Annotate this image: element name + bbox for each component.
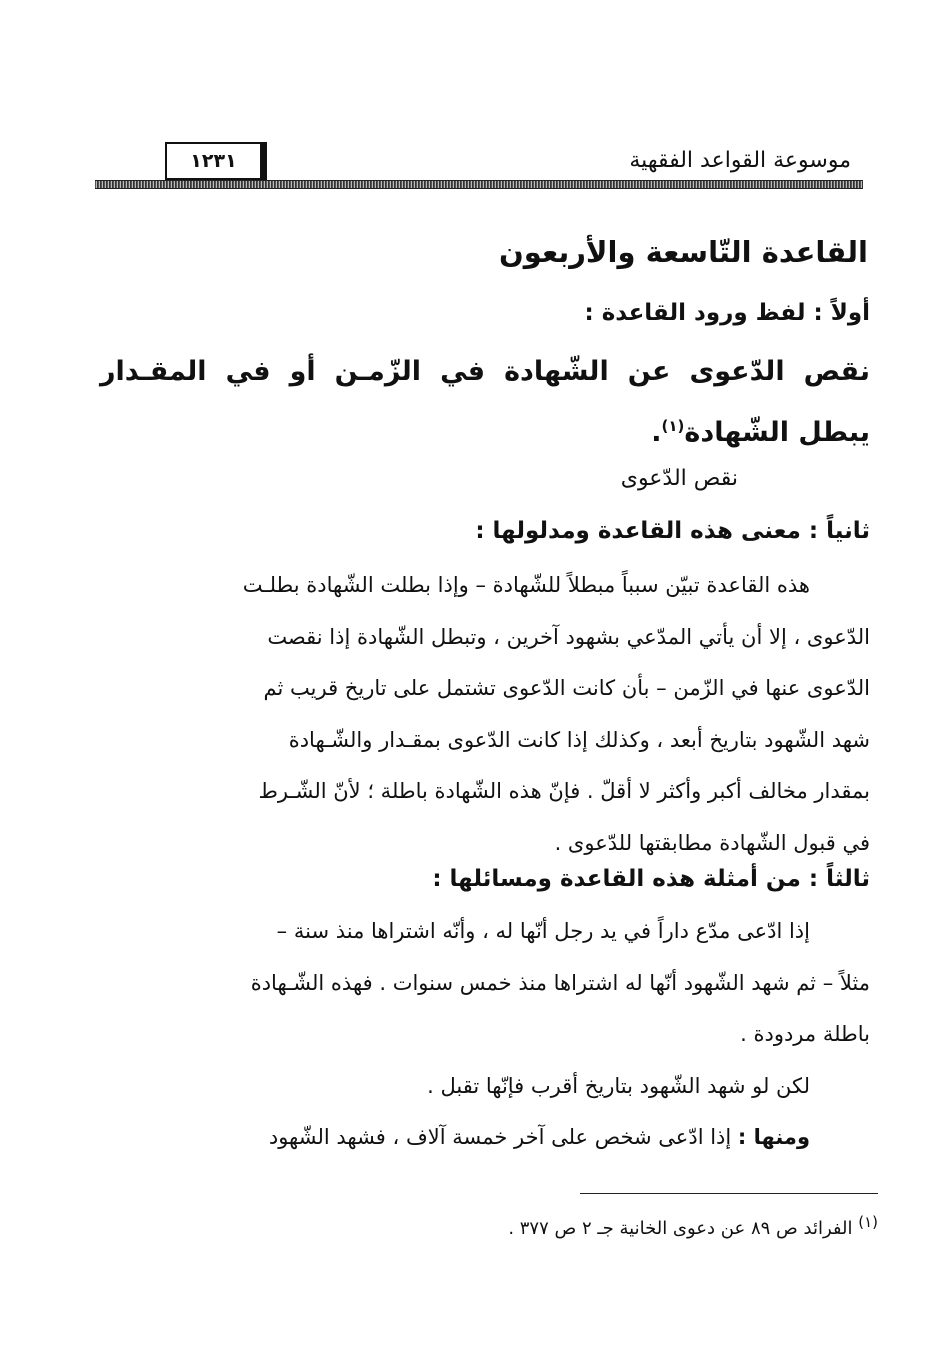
example-lead: ومنها : [737,1125,810,1149]
paragraph-line: بمقدار مخالف أكبر وأكثر لا أقلّ . فإنّ هذه الشّهادة باطلة ؛ لأنّ الشّـرط [258,779,870,803]
footnote-text: الفرائد ص ٨٩ عن دعوى الخانية جـ ٢ ص ٣٧٧ . [508,1218,853,1239]
book-title: موسوعة القواعد الفقهية [629,148,851,173]
paragraph-line: إذا ادّعى مدّع داراً في يد رجل أنّها له ، وأنّه اشتراها منذ سنة – [276,919,810,943]
paragraph-line: باطلة مردودة . [740,1022,870,1046]
section-heading-examples: ثالثاً : من أمثلة هذه القاعدة ومسائلها : [432,866,870,892]
page-number: ١٢٣١ [165,142,267,180]
paragraph-line: في قبول الشّهادة مطابقتها للدّعوى . [554,830,870,855]
rule-statement-end: . [651,417,662,448]
rule-statement-text: نقص الدّعوى عن الشّهادة في الزّمـن أو في المقـدار يبطل الشّهادة [100,356,870,448]
paragraph-line: مثلاً – ثم شهد الشّهود أنّها له اشتراها منذ خمس سنوات . فهذه الشّـهادة [250,970,870,995]
paragraph-line: شهد الشّهود بتاريخ أبعد ، وكذلك إذا كانت الدّعوى بمقـدار والشّـهادة [288,727,870,752]
page-header [95,140,863,190]
paragraph-line: الدّعوى ، إلا أن يأتي المدّعي بشهود آخرين ، وتبطل الشّهادة إذا نقصت [267,624,870,649]
meaning-paragraph [100,560,870,869]
margin-note: نقص الدّعوى [620,466,738,491]
rule-title: القاعدة التّاسعة والأربعون [499,235,868,269]
example-text: إذا ادّعى شخص على آخر خمسة آلاف ، فشهد الشّهود [268,1125,738,1149]
examples-paragraph [100,906,870,1164]
paragraph-line [100,1112,870,1164]
section-heading-wording: أولاً : لفظ ورود القاعدة : [584,300,870,326]
paragraph-line: هذه القاعدة تبيّن سبباً مبطلاً للشّهادة – وإذا بطلت الشّهادة بطلـت [242,573,810,597]
footnote [508,1213,878,1239]
header-rule [95,180,863,189]
footnote-mark: (١) [858,1213,878,1231]
footnote-reference: (١) [661,417,685,435]
footnote-rule [580,1193,878,1194]
rule-statement [100,345,870,460]
paragraph-line: لكن لو شهد الشّهود بتاريخ أقرب فإنّها تقبل . [427,1073,810,1098]
paragraph-line: الدّعوى عنها في الزّمن – بأن كانت الدّعوى تشتمل على تاريخ قريب ثم [263,676,870,700]
section-heading-meaning: ثانياً : معنى هذه القاعدة ومدلولها : [475,518,870,544]
